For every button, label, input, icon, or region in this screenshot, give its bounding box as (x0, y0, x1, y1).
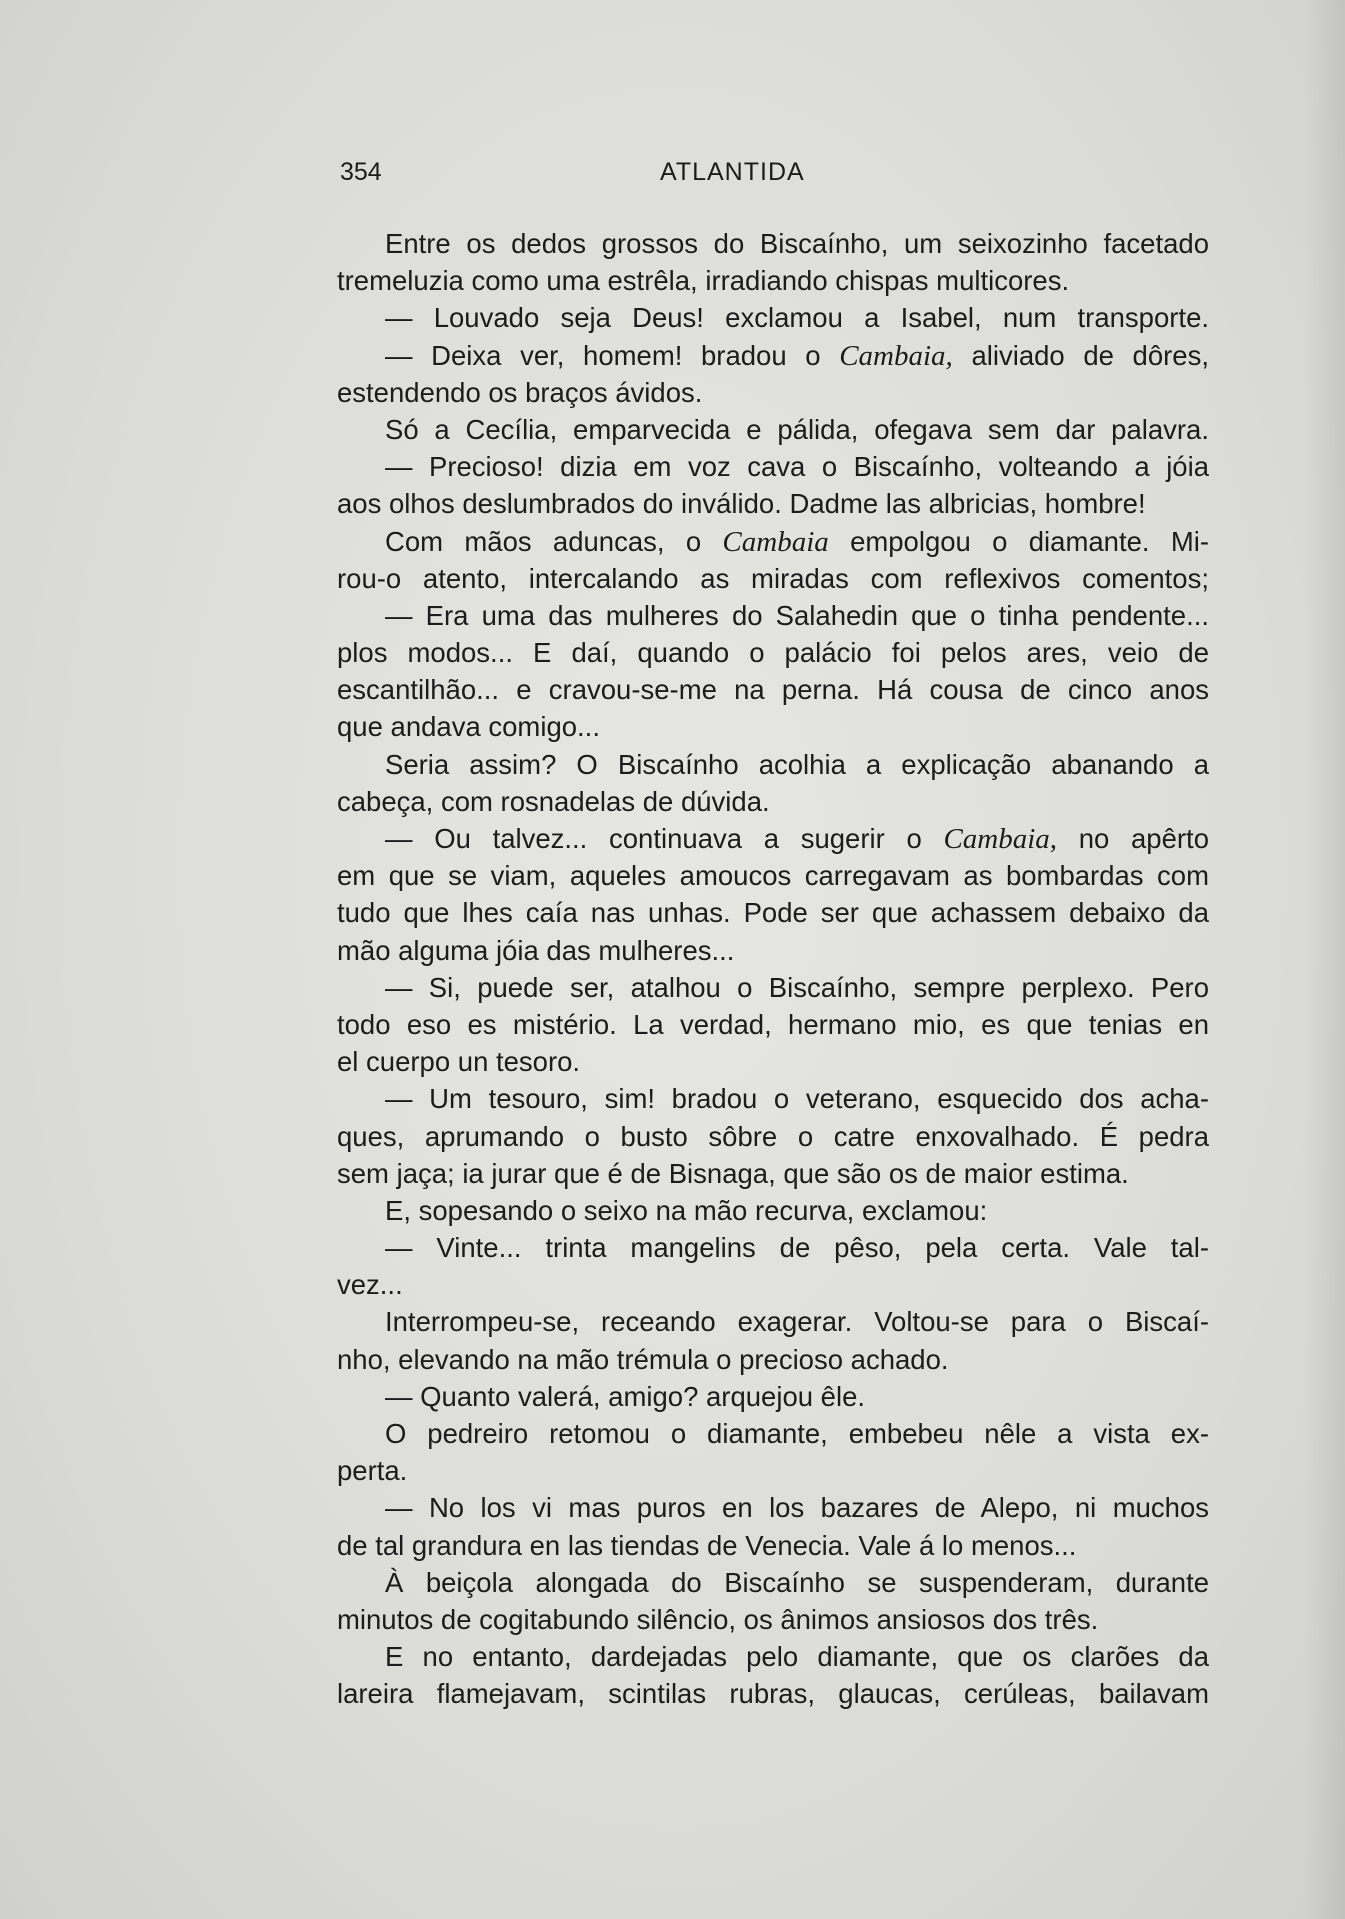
text-line: todo eso es mistério. La verdad, hermano mio, es que tenias en (337, 1008, 1209, 1040)
text-line: Interrompeu-se, receando exagerar. Voltou-se para o Biscaí- (385, 1306, 1209, 1338)
text-line: minutos de cogitabundo silêncio, os ânimos ansiosos dos três. (337, 1603, 1099, 1635)
text-line: E, sopesando o seixo na mão recurva, exclamou: (385, 1194, 988, 1226)
text-line: — Precioso! dizia em voz cava o Biscaínho, volteando a jóia (385, 451, 1209, 483)
text-line: vez... (337, 1269, 403, 1301)
text-line: — Louvado seja Deus! exclamou a Isabel, num transporte. (385, 302, 1209, 334)
text-segment: — Deixa ver, homem! bradou o (385, 339, 840, 371)
text-line: de tal grandura en las tiendas de Venecia. Vale á lo menos... (337, 1529, 1077, 1561)
text-line: ques, aprumando o busto sôbre o catre enxovalhado. É pedra (337, 1120, 1209, 1152)
text-line (337, 820, 1209, 857)
text-line (337, 337, 1209, 374)
text-line: aos olhos deslumbrados do inválido. Dadme las albricias, hombre! (337, 488, 1146, 520)
text-line (337, 523, 1209, 560)
text-segment: — Ou talvez... continuava a sugerir o (385, 823, 944, 854)
italic-name: Cambaia, (839, 339, 953, 372)
page-header (340, 158, 1210, 194)
text-line: mão alguma jóia das mulheres... (337, 934, 735, 966)
text-line: À beiçola alongada do Biscaínho se suspenderam, durante (385, 1566, 1209, 1598)
text-line: Só a Cecília, emparvecida e pálida, ofegava sem dar palavra. (385, 413, 1209, 445)
text-line: — Era uma das mulheres do Salahedin que o tinha pendente... (385, 599, 1209, 631)
text-line: — Vinte... trinta mangelins de pêso, pela certa. Vale tal- (385, 1232, 1209, 1264)
running-title: ATLANTIDA (660, 158, 805, 186)
text-line: escantilhão... e cravou-se-me na perna. Há cousa de cinco anos (337, 674, 1209, 706)
text-line: rou-o atento, intercalando as miradas com reflexivos comentos; (337, 562, 1209, 594)
text-line: tudo que lhes caía nas unhas. Pode ser que achassem debaixo da (337, 897, 1209, 929)
text-line: Entre os dedos grossos do Biscaínho, um seixozinho facetado (385, 228, 1209, 259)
text-line: — No los vi mas puros en los bazares de Alepo, ni muchos (385, 1492, 1209, 1524)
text-line: tremeluzia como uma estrêla, irradiando chispas multicores. (337, 265, 1070, 297)
text-line: — Um tesouro, sim! bradou o veterano, esquecido dos acha- (385, 1083, 1209, 1115)
body-text (337, 225, 1209, 1713)
text-line: nho, elevando na mão trémula o precioso achado. (337, 1343, 949, 1375)
page-number: 354 (340, 158, 382, 186)
page-edge-shadow (1305, 0, 1345, 1919)
text-segment: Com mãos aduncas, o (385, 525, 723, 557)
text-line: O pedreiro retomou o diamante, embebeu nêle a vista ex- (385, 1418, 1209, 1449)
text-line: perta. (337, 1455, 408, 1487)
text-line: — Quanto valerá, amigo? arquejou êle. (385, 1380, 866, 1412)
text-segment: aliviado de dôres, (952, 339, 1209, 371)
text-segment: empolgou o diamante. Mi- (828, 525, 1209, 557)
italic-name: Cambaia, (943, 823, 1058, 855)
text-line: que andava comigo... (337, 711, 600, 743)
text-line: plos modos... E daí, quando o palácio foi pelos ares, veio de (337, 637, 1209, 669)
text-line: lareira flamejavam, scintilas rubras, glaucas, cerúleas, bailavam (337, 1678, 1209, 1710)
text-line: Seria assim? O Biscaínho acolhia a explicação abanando a (385, 748, 1209, 780)
text-line: estendendo os braços ávidos. (337, 376, 703, 408)
text-segment: no apêrto (1057, 823, 1209, 854)
italic-name: Cambaia (722, 525, 829, 558)
text-line: E no entanto, dardejadas pelo diamante, que os clarões da (385, 1641, 1209, 1673)
text-line: cabeça, com rosnadelas de dúvida. (337, 785, 770, 817)
text-line: em que se viam, aqueles amoucos carregavam as bombardas com (337, 860, 1209, 892)
text-line: — Si, puede ser, atalhou o Biscaínho, sempre perplexo. Pero (385, 971, 1209, 1003)
text-line: el cuerpo un tesoro. (337, 1046, 581, 1078)
text-line: sem jaça; ia jurar que é de Bisnaga, que são os de maior estima. (337, 1157, 1129, 1189)
